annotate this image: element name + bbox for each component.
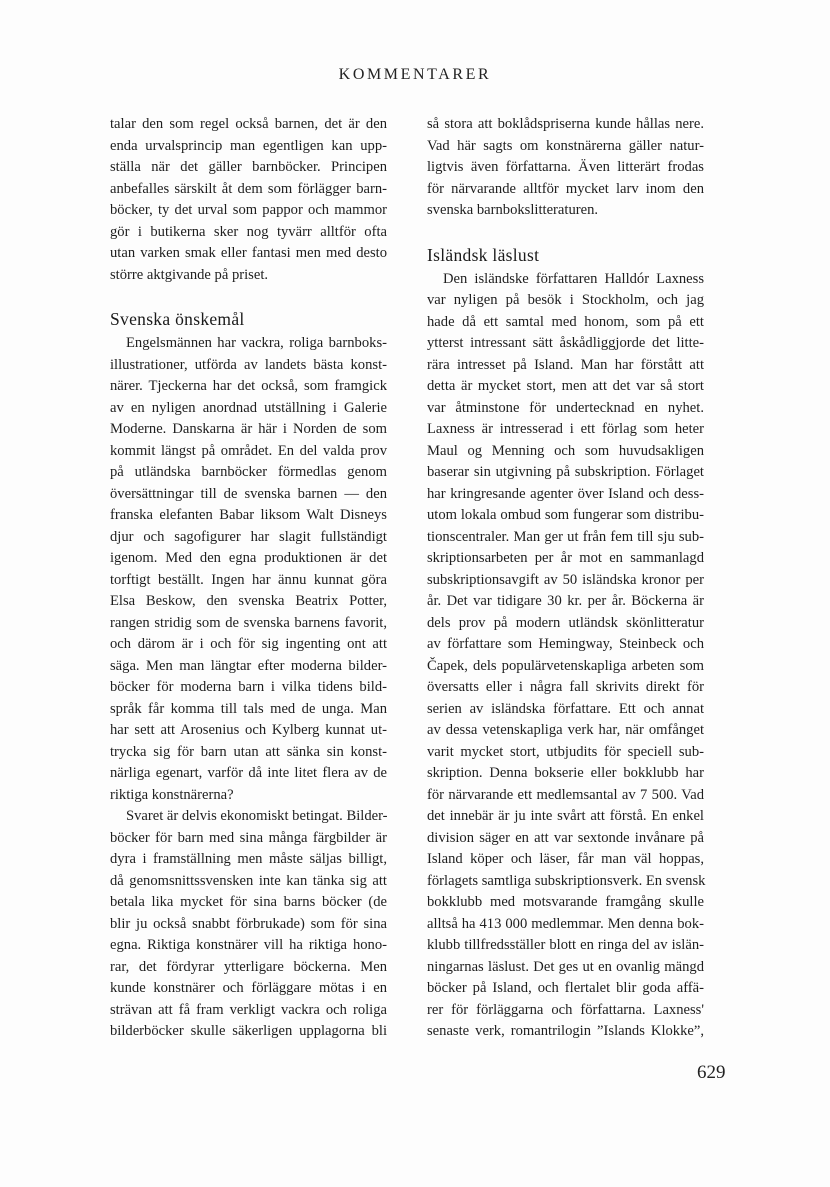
svenska-onskemal-paragraph — [110, 333, 387, 806]
text-line: språk får komma till tals med de unga. Man — [110, 700, 387, 717]
text-line: Laxness är intresserad i ett förlag som heter — [427, 421, 704, 437]
text-line: ningarnas läslust. Det ges ut en ovanlig mängd — [427, 958, 704, 975]
text-line: djur och sagofigurer har slagit fullständigt — [110, 528, 387, 545]
running-head: KOMMENTARER — [338, 66, 492, 83]
text-line: svenska barnbokslitteraturen. — [427, 202, 599, 218]
text-line: Island köper och läser, får man väl hoppas, — [427, 851, 704, 867]
text-line: Čapek, dels populärvetenskapliga arbeten som — [427, 657, 704, 674]
text-line: för närvarande alltför mycket larv inom den — [427, 180, 704, 197]
text-line: Vad här sagts om konstnärerna gäller natur- — [427, 137, 704, 154]
text-line: ytterst intressant sätt åskådliggjorde det litte- — [427, 335, 704, 351]
text-line: Den isländske författaren Halldór Laxness — [443, 270, 704, 287]
text-line: talar den som regel också barnen, det är den — [110, 116, 387, 132]
text-line: varit mycket stort, utbjudits för speciell sub- — [427, 743, 704, 760]
text-line: kommit längst på området. En del valda prov — [110, 442, 387, 459]
text-line: dels prov på modern utländsk skönlitteratur — [427, 614, 704, 631]
text-line: utan varken smak eller fantasi men med desto — [110, 245, 387, 261]
text-line: Elsa Beskow, den svenska Beatrix Potter, — [110, 593, 387, 609]
section-spacer — [110, 286, 387, 305]
text-line: serien av isländska författare. Ett och annat — [427, 700, 704, 717]
text-line: ställa när det gäller barnböcker. Principen — [110, 159, 387, 175]
text-line: baserar sin utgivning på subskription. Förlaget — [427, 464, 704, 480]
text-line: riktiga konstnärerna? — [110, 786, 234, 803]
text-line: var åtminstone för undertecknad en nyhet. — [427, 399, 704, 416]
text-line: Maul og Menning och som huvudsakligen — [427, 442, 704, 459]
section-spacer — [427, 222, 704, 241]
left-column — [110, 114, 387, 1043]
text-line: egna. Riktiga konstnärer vill ha riktiga hono- — [110, 937, 387, 953]
text-line: för närvarande ett medlemsantal av 7 500. Vad — [427, 786, 704, 803]
text-line: senaste verk, romantrilogin ”Islands Klokke”, — [427, 1023, 704, 1039]
text-line: av författare som Hemingway, Steinbeck och — [427, 636, 704, 652]
text-line: då genomsnittssvensken inte kan tänka sig att — [110, 872, 387, 889]
text-line: betala lika mycket för sina barns böcker (de — [110, 894, 387, 910]
text-line: säga. Men man längtar efter moderna bilder- — [110, 657, 387, 674]
text-line: bilderböcker skulle säkerligen upplagorna bli — [110, 1023, 387, 1039]
text-line: ligtvis även författarna. Även litterärt frodas — [427, 159, 704, 175]
text-line: det innebär är ju inte svårt att förstå. En enkel — [427, 808, 704, 824]
text-line: blir ju också snabbt förbrukade) som för sina — [110, 915, 387, 932]
text-line: har kringresande agenter över Island och dess- — [427, 485, 704, 502]
page-number: 629 — [697, 1062, 726, 1083]
text-line: år. Det var tidigare 30 kr. per år. Böckerna är — [427, 593, 704, 609]
text-line: var nyligen på besök i Stockholm, och jag — [427, 292, 704, 308]
islandsk-laslust-paragraph — [427, 269, 704, 1043]
text-line: förlagets samtliga subskriptionsverk. En svensk — [427, 872, 706, 889]
text-line: gör i butikerna sker nog tyvärr alltför ofta — [110, 223, 387, 240]
text-line: rära intresset på Island. Man har förstått att — [427, 356, 704, 373]
text-line: tionscentraler. Man ger ut från fem till sju sub- — [427, 528, 704, 545]
text-line: Moderne. Danskarna är här i Norden de som — [110, 421, 387, 437]
text-line: enda urvalsprincip man egentligen kan upp- — [110, 137, 387, 154]
text-line: böcker på Island, och flertalet blir goda affä- — [427, 980, 704, 996]
section-heading-svenska-onskemal: Svenska önskemål — [110, 309, 245, 329]
text-line: dyra i framställning men måste säljas billigt, — [110, 851, 387, 867]
text-line: skription. Denna bokserie eller bokklubb har — [427, 765, 704, 781]
text-line: och därom är i och för sig ingenting ont att — [110, 636, 387, 652]
section-heading-islandsk-laslust: Isländsk läslust — [427, 244, 540, 265]
text-line: rar, det fördyrar ytterligare böckerna. Men — [110, 958, 387, 975]
text-line: böcker, ty det urval som pappor och mammor — [110, 202, 387, 218]
text-line: Engelsmännen har vackra, roliga barnboks- — [126, 335, 387, 351]
text-line: illustrationer, utförda av landets bästa konst- — [110, 356, 387, 373]
text-line: skriptionsarbeten per år mot en sammanlagd — [427, 550, 704, 566]
text-line: rer för förläggarna och författarna. Laxness' — [427, 1001, 704, 1018]
text-line: Svaret är delvis ekonomiskt betingat. Bilder- — [126, 808, 388, 824]
text-line: subskriptionsavgift av 50 isländska kronor per — [427, 571, 704, 588]
text-line: strävan att få fram verkligt vackra och roliga — [110, 1001, 387, 1018]
text-line: anbefalles särskilt åt dem som förlägger barn- — [110, 180, 387, 197]
right-column — [427, 114, 704, 1043]
text-line: alltså ha 413 000 medlemmar. Men denna bok- — [427, 915, 704, 932]
right-intro-paragraph — [427, 114, 704, 222]
text-line: hade då ett samtal med honom, som på ett — [427, 313, 704, 330]
text-line: av dessa vetenskapliga verk har, när omfånget — [427, 722, 704, 738]
ekonomiskt-paragraph — [110, 806, 387, 1043]
text-line: så stora att boklådspriserna kunde hållas nere. — [427, 116, 704, 132]
text-line: igenom. Med den egna produktionen är det — [110, 550, 387, 566]
text-line: av en nyligen anordnad utställning i Galerie — [110, 399, 387, 416]
text-line: division säger en att var sextonde invånare på — [427, 829, 704, 846]
text-line: större aktgivande på priset. — [110, 266, 269, 283]
text-line: kunde konstnärer och förläggare mötas i en — [110, 980, 387, 996]
text-line: klubb tillfredsställer blott en ringa del av islän- — [427, 937, 704, 953]
text-line: rangen stridig som de svenska barnens favorit, — [110, 614, 387, 631]
text-line: torftigt beställt. Ingen har ännu kunnat göra — [110, 571, 387, 588]
left-intro-paragraph — [110, 114, 387, 286]
text-line: böcker för barn med sina många färgbilder är — [110, 829, 387, 846]
text-line: trycka sig för barn utan att sänka sin konst- — [110, 743, 387, 760]
text-line: översatts eller i några fall skrivits direkt för — [427, 679, 704, 695]
text-line: på utländska barnböcker förmedlas genom — [110, 464, 387, 480]
text-line: bokklubb med motsvarande framgång skulle — [427, 894, 704, 910]
text-line: har sett att Arosenius och Kylberg kunnat ut- — [110, 722, 387, 738]
text-line: översättningar till de svenska barnen — den — [110, 485, 387, 502]
text-line: utom lokala ombud som fungerar som distribu- — [427, 507, 704, 523]
text-line: närliga egenart, varför då inte litet flera av de — [110, 765, 387, 781]
text-line: franska elefanten Babar liksom Walt Disneys — [110, 507, 387, 523]
text-line: detta är mycket stort, men att det var så stort — [427, 378, 704, 394]
text-line: böcker för moderna barn i vilka tidens bild- — [110, 679, 387, 695]
text-line: närer. Tjeckerna har det också, som framgick — [110, 378, 387, 394]
